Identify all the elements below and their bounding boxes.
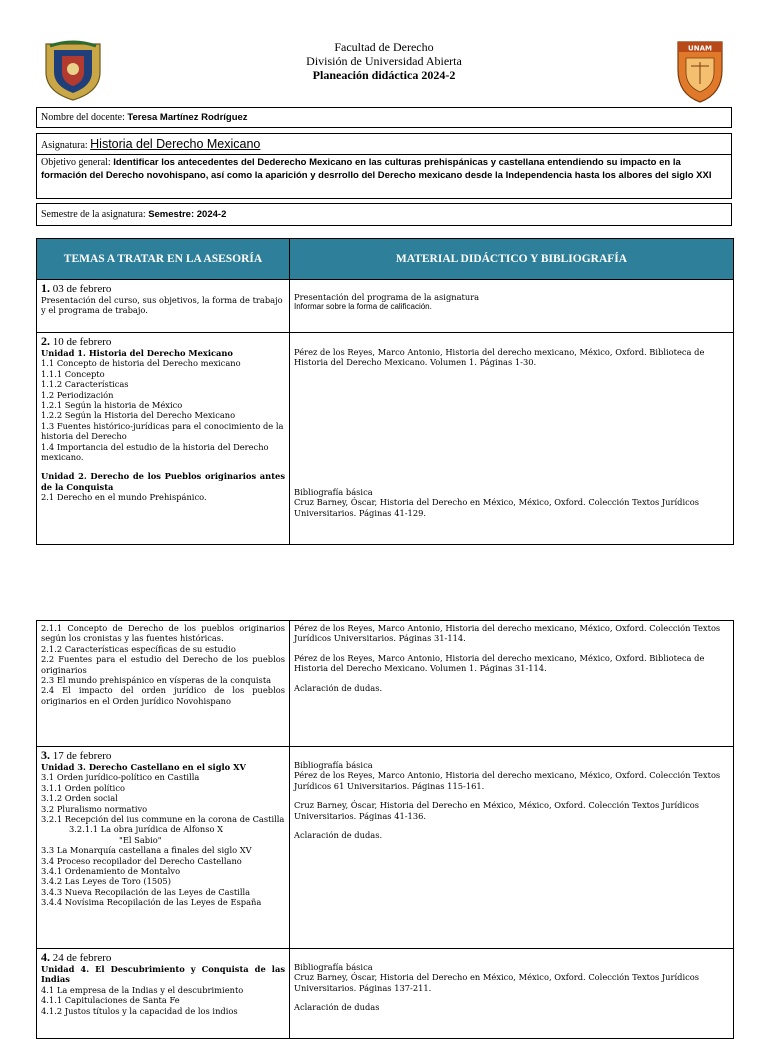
col-header-temas: TEMAS A TRATAR EN LA ASESORÍA xyxy=(37,239,290,280)
topic-item: 3.1.2 Orden social xyxy=(41,793,118,804)
topic-item: 3.4.2 Las Leyes de Toro (1505) xyxy=(41,876,171,887)
material-text: Informar sobre la forma de calificación. xyxy=(294,302,432,312)
material-text: Cruz Barney, Óscar, Historia del Derecho en México, México, Oxford. Colección Textos Jurídicos Universitarios. Páginas 41-129. xyxy=(294,497,700,518)
topic-item: 1.1 Concepto de historia del Derecho mexicano xyxy=(41,358,241,369)
material-text: Aclaración de dudas xyxy=(294,1002,380,1013)
material-text: Pérez de los Reyes, Marco Antonio, Historia del derecho mexicano, México, Oxford. Biblioteca de Historia del Derecho Mexicano. Volumen 1. Páginas 31-114. xyxy=(294,652,705,674)
planning-table-2 xyxy=(36,620,734,1039)
objetivo-row xyxy=(36,154,732,199)
asignatura-row xyxy=(36,133,732,155)
unit-title: Unidad 1. Historia del Derecho Mexicano xyxy=(41,348,233,358)
table-row xyxy=(37,280,734,333)
objetivo-label: Objetivo general: xyxy=(41,157,111,168)
bibliography-title: Bibliografía básica xyxy=(294,760,373,770)
material-text: Pérez de los Reyes, Marco Antonio, Historia del derecho mexicano, México, Oxford. Colección Textos Jurídicos Universitarios. Páginas 31-114. xyxy=(294,623,721,644)
session-date: 24 de febrero xyxy=(52,952,112,964)
topic-item: 3.2.1 Recepción del ius commune en la corona de Castilla xyxy=(41,814,285,825)
session-date: 17 de febrero xyxy=(52,750,112,762)
topic-item: 1.3 Fuentes histórico-jurídicas para el conocimiento de la historia del Derecho xyxy=(41,420,284,442)
topic-item: 3.1 Orden jurídico-político en Castilla xyxy=(41,772,200,783)
semestre-label: Semestre de la asignatura: xyxy=(41,209,146,220)
session-number: 4. xyxy=(41,950,50,964)
material-text: Pérez de los Reyes, Marco Antonio, Historia del derecho mexicano, México, Oxford. Colección Textos Jurídicos 61 Universitarios. Páginas 115-161. xyxy=(294,770,721,791)
logo-text: UNAM xyxy=(688,44,712,53)
material-text: Cruz Barney, Óscar, Historia del Derecho en México, México, Oxford. Colección Textos Jurídicos Universitarios. Páginas 137-211. xyxy=(294,972,700,993)
topic-item: "El Sabio" xyxy=(119,834,162,845)
semestre-value: Semestre: 2024-2 xyxy=(148,209,227,220)
material-text: Presentación del programa de la asignatura xyxy=(294,292,480,302)
session-number: 2. xyxy=(41,334,50,348)
asignatura-value: Historia del Derecho Mexicano xyxy=(90,137,261,151)
header-faculty: Facultad de Derecho xyxy=(334,40,434,54)
topic-item: 2.1 Derecho en el mundo Prehispánico. xyxy=(41,492,207,503)
table-row xyxy=(37,621,734,747)
topic-item: 1.2 Periodización xyxy=(41,389,114,400)
table-row xyxy=(37,747,734,949)
bibliography-title: Bibliografía básica xyxy=(294,962,373,972)
topic-item: 3.4.3 Nueva Recopilación de las Leyes de Castilla xyxy=(41,886,251,897)
material-text: Aclaración de dudas. xyxy=(294,682,383,693)
objetivo-value: Identificar los antecedentes del Dederecho Mexicano en las culturas prehispánicas y castellana entendiendo su impacto en la formación del Derecho novohispano, así como la aparición y desrrollo del Derecho mexicano desde la Independencia hasta los albores del siglo XXI xyxy=(41,157,712,181)
topic-item: 3.3 La Monarquía castellana a finales del siglo XV xyxy=(41,845,252,856)
session-number: 3. xyxy=(41,748,50,762)
topic-item: 2.3 El mundo prehispánico en vísperas de la conquista xyxy=(41,675,272,686)
unit-title: Unidad 2. Derecho de los Pueblos originarios antes de la Conquista xyxy=(41,471,285,492)
topic-item: 2.1.1 Concepto de Derecho de los pueblos originarios según los cronistas y las fuentes históricas. xyxy=(41,623,285,644)
semestre-row xyxy=(36,203,732,226)
unit-title: Unidad 4. El Descubrimiento y Conquista de las Indias xyxy=(41,964,285,985)
topic-item: 3.1.1 Orden político xyxy=(41,782,125,793)
topic-item: 4.1.1 Capitulaciones de Santa Fe xyxy=(41,995,180,1006)
document-header xyxy=(0,40,768,83)
col-header-material: MATERIAL DIDÁCTICO Y BIBLIOGRAFÍA xyxy=(290,239,734,280)
docente-label: Nombre del docente: xyxy=(41,112,125,123)
topic-item: 4.1 La empresa de la Indias y el descubrimiento xyxy=(41,984,244,995)
planning-table-1 xyxy=(36,238,734,545)
topic-item: 1.1.1 Concepto xyxy=(41,368,105,379)
session-number: 1. xyxy=(41,281,50,295)
topic-item: 1.2.1 Según la historia de México xyxy=(41,400,183,411)
table-row xyxy=(37,949,734,1039)
topic-item: 1.2.2 Según la Historia del Derecho Mexicano xyxy=(41,410,236,421)
topic-item: 2.2 Fuentes para el estudio del Derecho de los pueblos originarios xyxy=(41,654,285,675)
topic-item: 2.1.2 Características específicas de su estudio xyxy=(41,643,236,654)
material-text: Cruz Barney, Óscar, Historia del Derecho en México, México, Oxford. Colección Textos Jurídicos Universitarios. Páginas 41-136. xyxy=(294,800,700,821)
bibliography-title: Bibliografía básica xyxy=(294,486,373,497)
header-title: Planeación didáctica 2024-2 xyxy=(312,68,456,82)
topic-item: 4.1.2 Justos títulos y la capacidad de los indios xyxy=(41,1005,238,1016)
table-row xyxy=(37,333,734,545)
session-text: Presentación del curso, sus objetivos, la forma de trabajo y el programa de trabajo. xyxy=(41,295,283,316)
docente-value: Teresa Martínez Rodríguez xyxy=(127,112,248,123)
topic-item: 3.4.4 Novísima Recopilación de las Leyes de España xyxy=(41,897,262,908)
topic-item: 3.4 Proceso recopilador del Derecho Castellano xyxy=(41,855,242,866)
docente-row xyxy=(36,107,732,128)
topic-item: 1.4 Importancia del estudio de la historia del Derecho mexicano. xyxy=(41,441,269,463)
topic-item: 3.2.1.1 La obra jurídica de Alfonso X xyxy=(69,824,224,835)
session-date: 10 de febrero xyxy=(52,336,112,348)
topic-item: 3.4.1 Ordenamiento de Montalvo xyxy=(41,866,181,877)
unit-title: Unidad 3. Derecho Castellano en el siglo XV xyxy=(41,762,246,772)
material-text: Aclaración de dudas. xyxy=(294,830,383,841)
header-division: División de Universidad Abierta xyxy=(306,54,462,68)
topic-item: 3.2 Pluralismo normativo xyxy=(41,803,148,814)
session-date: 03 de febrero xyxy=(52,283,112,295)
topic-item: 2.4 El impacto del orden jurídico de los pueblos originarios en el Orden jurídico Novohispano xyxy=(41,685,285,706)
asignatura-label: Asignatura: xyxy=(41,140,88,151)
material-text: Pérez de los Reyes, Marco Antonio, Historia del derecho mexicano, México, Oxford. Biblioteca de Historia del Derecho Mexicano. Volumen 1. Páginas 1-30. xyxy=(294,347,705,368)
topic-item: 1.1.2 Características xyxy=(41,379,129,390)
